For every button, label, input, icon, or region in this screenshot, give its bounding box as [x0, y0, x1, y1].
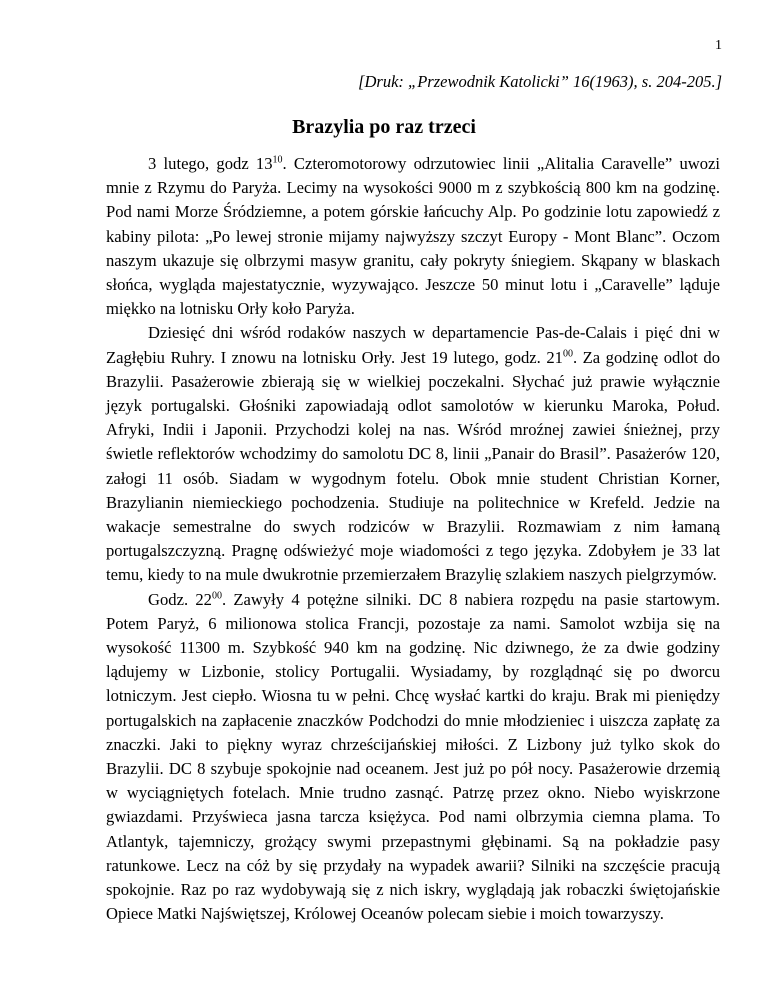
paragraph-1 — [106, 152, 720, 321]
paragraph-3-superscript: 00 — [211, 590, 222, 602]
page-number: 1 — [715, 38, 722, 53]
paragraph-1-start: 3 lutego, godz 13 — [148, 154, 273, 173]
source-text: „Przewodnik Katolicki” 16(1963), s. 204-205. — [408, 72, 716, 91]
paragraph-3-start: Godz. 22 — [148, 589, 212, 609]
document-title: Brazylia po raz trzeci — [292, 116, 476, 138]
paragraph-3-rest: . Zawyły 4 potężne silniki. DC 8 nabiera rozpędu na pasie startowym. Potem Paryż, 6 milionowa stolica Francji, pozostaje za nami. Samolot wzbija się na wysokość 11300 m. Szybkość 940 km na godzinę. Nic dziwnego, że za dwie godziny lądujemy w Lizbonie, stolicy Portugalii. Wysiadamy, by rozglądnąć się po dworcu lotniczym. Jest ciepło. Wiosna tu w pełni. Chcę wysłać kartki do kraju. Brak mi pieniędzy portugalskich na zapłacenie znaczków Podchodzi do mnie młodzieniec i uiszcza zapłatę za znaczki. Jaki to piękny wyraz chrześcijańskiej miłości. Z Lizbony już tylko skok do Brazylii. DC 8 szybuje spokojnie nad oceanem. Jest już po pół nocy. Pasażerowie drzemią w wyciągniętych fotelach. Mnie trudno zasnąć. Patrzę przez okno. Niebo wyiskrzone gwiazdami. Przyświeca jasna tarcza księżyca. Pod nami olbrzymia ciemna plama. To Atlantyk, tajemniczy, grożący swymi przepastnymi głębinami. Są na pokładzie pasy ratunkowe. Lecz na cóż by się przydały na wypadek awarii? Silniki na szczęście pracują spokojnie. Raz po raz wydobywają się z nich iskry, wyglądają jak robaczki świętojańskie Opiece Matki Najświętszej, Królowej Oceanów polecam siebie i moich towarzyszy. — [106, 589, 720, 924]
body-text — [106, 152, 720, 927]
paragraph-1-superscript: 10 — [272, 154, 283, 166]
paragraph-2-superscript: 00 — [562, 348, 573, 360]
paragraph-3 — [106, 588, 720, 927]
source-prefix: [Druk: — [358, 72, 409, 91]
paragraph-1-rest: . Czteromotorowy odrzutowiec linii „Alitalia Caravelle” uwozi mnie z Rzymu do Paryża. Lecimy na wysokości 9000 m z szybkością 800 km na godzinę. Pod nami Morze Śródziemne, a potem górskie łańcuchy Alp. Po godzinie lotu zapowiedź z kabiny pilota: „Po lewej stronie mijamy najwyższy szczyt Europy - Mont Blanc”. Oczom naszym ukazuje się olbrzymi masyw granitu, cały pokryty śniegiem. Skąpany w blaskach słońca, wygląda majestatycznie, wyzywająco. Jeszcze 50 minut lotu i „Caravelle” ląduje miękko na lotnisku Orły koło Paryża. — [106, 154, 721, 319]
source-citation — [358, 72, 722, 92]
paragraph-2-rest: . Za godzinę odlot do Brazylii. Pasażerowie zbierają się w wielkiej poczekalni. Słychać już prawie wyłącznie język portugalski. Głośniki zapowiadają odlot samolotów w kierunku Maroka, Połud. Afryki, Indii i Japonii. Przychodzi kolej na nas. Wśród mroźnej zawiei śnieżnej, przy świetle reflektorów wchodzimy do samolotu DC 8, linii „Panair do Brasil”. Pasażerów 120, załogi 11 osób. Siadam w wygodnym fotelu. Obok mnie student Christian Korner, Brazylianin niemieckiego pochodzenia. Studiuje na politechnice w Krefeld. Jedzie na wakacje semestralne do swych rodziców w Brazylii. Rozmawiam z nim łamaną portugalszczyzną. Pragnę odświeżyć moje wiadomości z tego języka. Zdobyłem je 33 lat temu, kiedy to na mule dwukrotnie przemierzałem Brazylię szlakiem naszych pielgrzymów. — [106, 347, 720, 585]
paragraph-2 — [106, 321, 720, 587]
source-suffix: ] — [715, 72, 722, 91]
paragraph-2-start: Dziesięć dni wśród rodaków naszych w departamencie Pas-de-Calais i pięć dni w Zagłębiu Ruhry. I znowu na lotnisku Orły. Jest 19 lutego, godz. 21 — [106, 323, 720, 367]
